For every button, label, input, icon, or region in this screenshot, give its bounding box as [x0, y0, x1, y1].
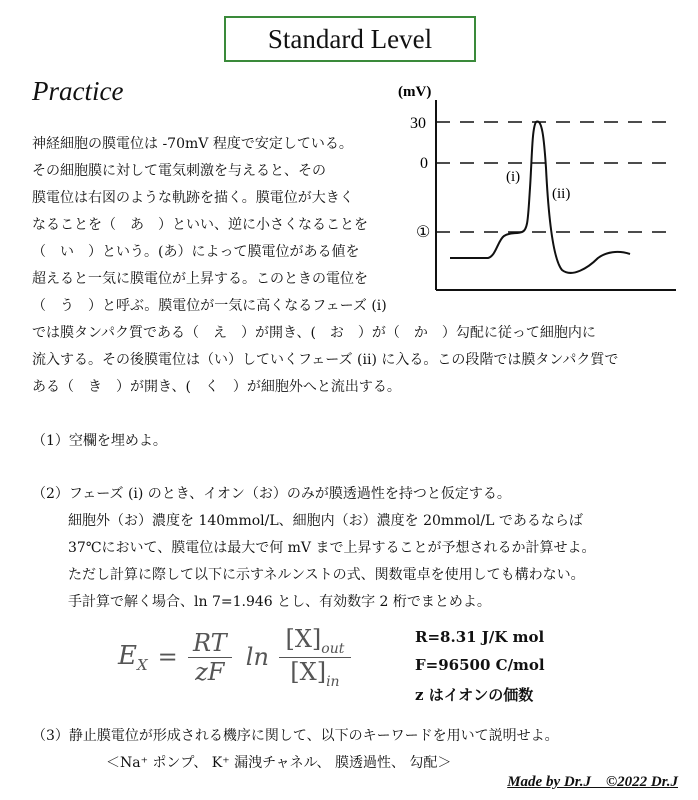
page-title: Standard Level — [224, 16, 476, 62]
section-heading: Practice — [32, 76, 124, 106]
passage-line: ある（ き ）が開き、( く ）が細胞外へと流出する。 — [32, 379, 401, 395]
question-2-line: ただし計算に際して以下に示すネルンストの式、関数電卓を使用しても構わない。 — [68, 567, 585, 583]
formula-lhs: E — [118, 640, 137, 671]
formula-bottom-bracket: [X] — [290, 657, 327, 686]
question-2-line: 細胞外（お）濃度を 140mmol/L、細胞内（お）濃度を 20mmol/L であるならば — [68, 513, 583, 529]
passage-line: なることを（ あ ）といい、逆に小さくなることを — [32, 217, 368, 233]
formula-ln: ln — [245, 643, 269, 672]
constant-z: z はイオンの価数 — [415, 686, 534, 704]
passage-line: では膜タンパク質である（ え ）が開き、( お ）が（ か ）勾配に従って細胞内に — [32, 325, 596, 341]
question-1: （1）空欄を埋めよ。 — [32, 433, 167, 449]
formula-lhs-subscript: X — [136, 655, 148, 674]
passage-line: 超えると一気に膜電位が上昇する。このときの電位を — [32, 271, 368, 287]
question-2-line: 37℃において、膜電位は最大で何 mV まで上昇することが予想されるか計算せよ。 — [68, 540, 596, 556]
passage-line: その細胞膜に対して電気刺激を与えると、その — [32, 163, 326, 179]
formula-top-bracket: [X] — [285, 625, 322, 653]
question-2-heading: （2）フェーズ (i) のとき、イオン（お）のみが膜透過性を持つと仮定する。 — [32, 486, 511, 502]
formula-numerator: RT — [192, 628, 227, 657]
action-potential-graph — [392, 78, 682, 298]
formula-denominator: zF — [195, 657, 225, 686]
formula-top-subscript: out — [321, 640, 345, 657]
question-2-line: 手計算で解く場合、ln 7=1.946 とし、有効数字 2 桁でまとめよ。 — [68, 594, 491, 610]
passage-line: 膜電位は右図のような軌跡を描く。膜電位が大きく — [32, 190, 354, 206]
question-3-heading: （3）静止膜電位が形成される機序に関して、以下のキーワードを用いて説明せよ。 — [32, 728, 559, 744]
passage-line: 流入する。その後膜電位は（い）していくフェーズ (ii) に入る。この段階では膜タンパク質で — [32, 352, 619, 368]
phase-ii-label: (ii) — [552, 186, 571, 202]
constant-r: R=8.31 J/K mol — [415, 628, 545, 646]
tick-label-0: 0 — [420, 155, 428, 172]
passage-line: 神経細胞の膜電位は -70mV 程度で安定している。 — [32, 136, 353, 152]
formula-bottom-subscript: in — [326, 673, 340, 690]
membrane-potential-curve — [450, 121, 630, 272]
nernst-equation: $E_X$ = RT zF ln $[X]_{out}$ $[X]_{in}$ — [118, 625, 351, 690]
passage-line: （ い ）という。(あ）によって膜電位がある値を — [32, 244, 360, 260]
constant-f: F=96500 C/mol — [415, 656, 545, 674]
passage-line: （ う ）と呼ぶ。膜電位が一気に高くなるフェーズ (i) — [32, 298, 387, 314]
tick-label-30: 30 — [410, 115, 426, 132]
unit-label: (mV) — [398, 84, 432, 100]
question-3-keywords: ＜Na⁺ ポンプ、 K⁺ 漏洩チャネル、 膜透過性、 勾配＞ — [106, 755, 452, 771]
footer-credit: Made by Dr.J ©2022 Dr.J — [507, 774, 678, 790]
tick-label-threshold: ① — [416, 222, 431, 241]
phase-i-label: (i) — [506, 169, 521, 185]
